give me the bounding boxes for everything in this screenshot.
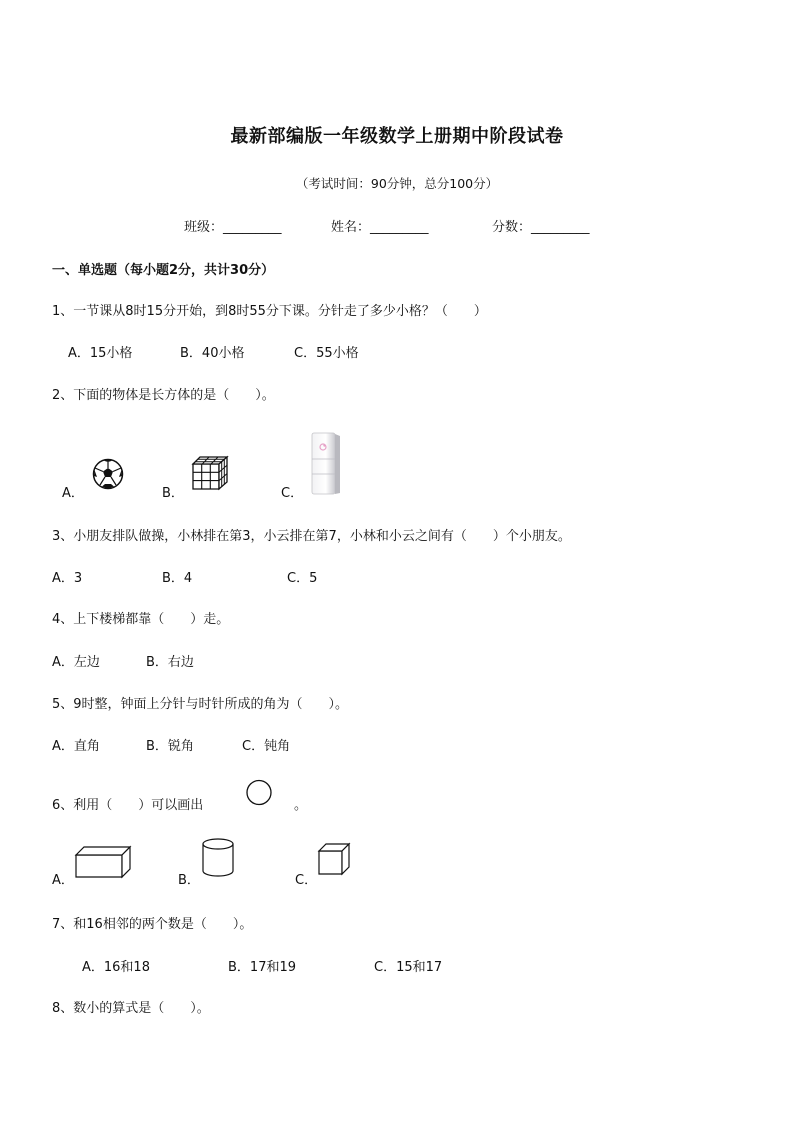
q3-option-a: A．3 bbox=[52, 571, 83, 586]
q6-option-b: B． bbox=[178, 873, 200, 888]
q1-option-a: A．15小格 bbox=[68, 346, 133, 361]
question-1: 1、一节课从8时15分开始，到8时55分下课。分针走了多少小格？（ ） bbox=[52, 304, 487, 319]
q4-option-a: A．左边 bbox=[52, 655, 100, 670]
q7-option-a: A．16和18 bbox=[82, 960, 150, 975]
exam-subtitle: （考试时间：90分钟，总分100分） bbox=[295, 176, 499, 191]
score-field: 分数：_________ bbox=[492, 220, 590, 235]
q5-option-a: A．直角 bbox=[52, 739, 100, 754]
circle-icon bbox=[245, 779, 273, 807]
question-2: 2、下面的物体是长方体的是（ ）。 bbox=[52, 388, 275, 403]
q2-option-a: A． bbox=[62, 486, 84, 501]
refrigerator-icon bbox=[311, 432, 341, 496]
soccer-ball-icon bbox=[92, 458, 124, 490]
q7-option-c: C．15和17 bbox=[374, 960, 443, 975]
question-4: 4、上下楼梯都靠（ ）走。 bbox=[52, 612, 230, 627]
q6-option-c: C． bbox=[295, 873, 318, 888]
q7-option-b: B．17和19 bbox=[228, 960, 297, 975]
section-heading: 一、单选题（每小题2分，共计30分） bbox=[52, 263, 275, 278]
q6-option-a: A． bbox=[52, 873, 74, 888]
cube-icon bbox=[317, 842, 351, 876]
page-title: 最新部编版一年级数学上册期中阶段试卷 bbox=[230, 126, 564, 147]
q3-option-c: C．5 bbox=[287, 571, 318, 586]
name-field: 姓名：_________ bbox=[331, 220, 429, 235]
rubiks-cube-icon bbox=[191, 456, 229, 490]
question-5: 5、9时整，钟面上分针与时针所成的角为（ ）。 bbox=[52, 697, 349, 712]
q1-option-b: B．40小格 bbox=[180, 346, 245, 361]
q4-option-b: B．右边 bbox=[146, 655, 194, 670]
question-6-end: 。 bbox=[294, 798, 308, 813]
question-7: 7、和16相邻的两个数是（ ）。 bbox=[52, 917, 253, 932]
question-3: 3、小朋友排队做操，小林排在第3，小云排在第7，小林和小云之间有（ ）个小朋友。 bbox=[52, 529, 571, 544]
q2-option-c: C． bbox=[281, 486, 304, 501]
class-field: 班级：_________ bbox=[184, 220, 282, 235]
question-8: 8、数小的算式是（ ）。 bbox=[52, 1001, 210, 1016]
q5-option-b: B．锐角 bbox=[146, 739, 194, 754]
question-6: 6、利用（ ）可以画出 bbox=[52, 798, 204, 813]
q3-option-b: B．4 bbox=[162, 571, 193, 586]
q2-option-b: B． bbox=[162, 486, 184, 501]
rectangular-box-icon bbox=[74, 846, 132, 878]
q5-option-c: C．钝角 bbox=[242, 739, 291, 754]
cylinder-icon bbox=[200, 838, 236, 878]
q1-option-c: C．55小格 bbox=[294, 346, 359, 361]
